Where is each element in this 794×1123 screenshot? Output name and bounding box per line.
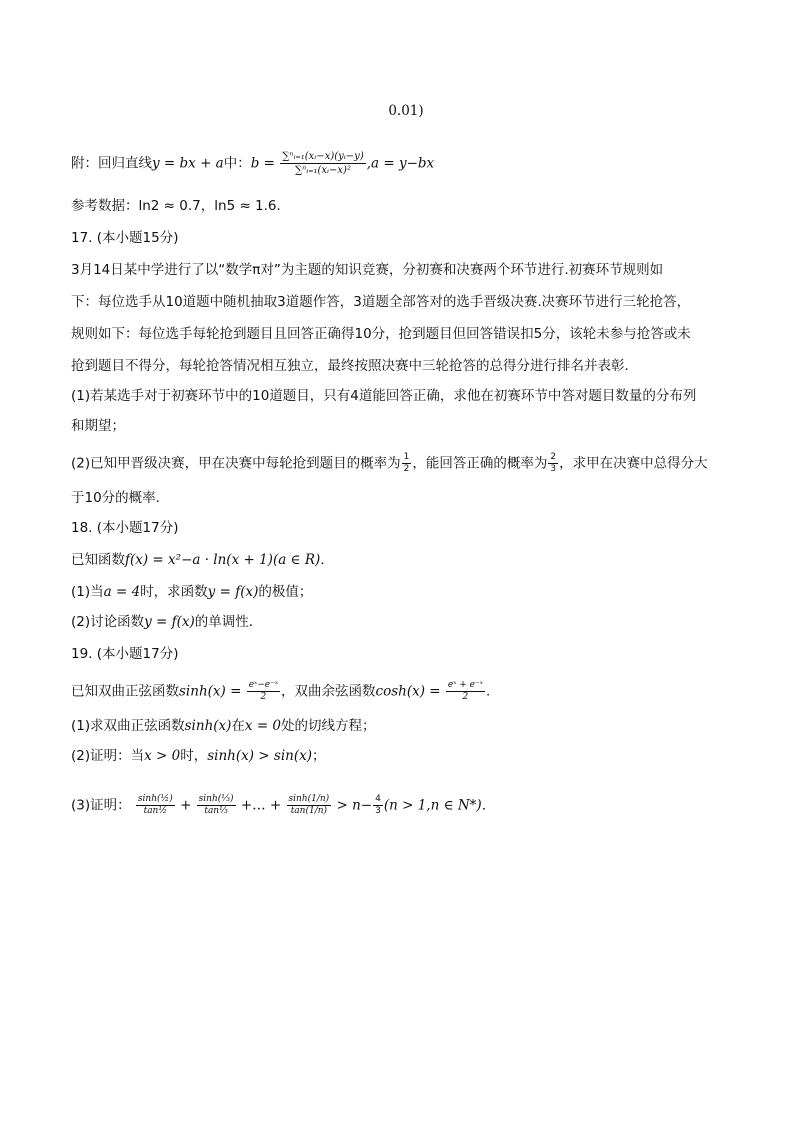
term-n-fraction: $\frac{\sinh(1/n)}{\tan(1/n)}$ (288, 794, 330, 816)
q17-text-line-2: 下：每位选手从10道题中随机抽取3道题作答，3道题全部答对的选手晋级决赛.决赛环节进行三轮抢答， (71, 294, 691, 310)
q19-heading: 19. (本小题17分) (71, 646, 179, 662)
regression-line-eq: y = bx + a (152, 155, 224, 172)
term-1-fraction: $\frac{\text{sinh(½)}}{\text{tan½}}$ (137, 794, 173, 816)
b-hat-label: b = (250, 155, 275, 172)
b-hat-denominator: ∑ⁿᵢ₌₁(xᵢ−x)² (295, 165, 351, 176)
q17-text-line-1: 3月14日某中学进行了以“数学π对”为主题的知识竞赛，分初赛和决赛两个环节进行.初赛环节规则如 (71, 262, 664, 278)
q17-part2-line-1: (2)已知甲晋级决赛，甲在决赛中每轮抢到题目的概率为 $\frac{1}{2}$ ，能回答正确的概率为 $\frac{2}{3}$ ，求甲在决赛中总得分大 (71, 452, 708, 474)
appendix-mid: 中： (223, 155, 251, 172)
appendix-label: 附：回归直线 (71, 155, 152, 172)
function-definition: f(x) = x²−a · ln(x + 1)(a ∈ R)． (125, 552, 334, 568)
b-hat-numerator: ∑ⁿᵢ₌₁(xᵢ−x)(yᵢ−y) (282, 151, 364, 162)
q19-part1: (1)求双曲正弦函数sinh(x)在x = 0处的切线方程； (71, 718, 376, 734)
q19-definitions: 已知双曲正弦函数sinh(x) = $\frac{\text{eˣ−e⁻ˣ}}{2}$ ，双曲余弦函数cosh(x) = $\frac{\text{eˣ + e⁻ˣ}}{2}$ . (71, 680, 491, 702)
a-hat-formula: ,a = y−bx (366, 155, 435, 172)
sinh-fraction: $\frac{\text{eˣ−e⁻ˣ}}{2}$ (248, 680, 279, 702)
previous-question-tail: 0.01) (388, 103, 424, 119)
b-hat-fraction (280, 150, 365, 177)
q17-part2-line-2: 于10分的概率． (71, 490, 170, 506)
q18-heading: 18. (本小题17分) (71, 520, 179, 536)
q18-part2: (2)讨论函数y = f(x)的单调性． (71, 614, 263, 630)
regression-formula (71, 150, 434, 177)
q17-heading: 17. (本小题15分) (71, 230, 179, 246)
q19-part3: (3)证明： $\frac{\text{sinh(½)}}{\text{tan½}}$ + $\frac{\text{sinh(⅓)}}{\text{tan⅓}}$ +… + $\frac{\sinh(1/n)}{\tan(1/n)}$ > n− $\frac{4}{3}$ (n > 1,n ∈ N*)． (71, 794, 496, 816)
fraction-two-thirds: $\frac{2}{3}$ (550, 452, 557, 474)
q18-function: 已知函数f(x) = x²−a · ln(x + 1)(a ∈ R)． (71, 552, 334, 568)
reference-data: 参考数据：ln2 ≈ 0.7，ln5 ≈ 1.6． (71, 198, 291, 214)
fraction-one-half: $\frac{1}{2}$ (403, 452, 410, 474)
q17-part1-line-2: 和期望； (71, 418, 125, 434)
cosh-fraction: $\frac{\text{eˣ + e⁻ˣ}}{2}$ (447, 680, 483, 702)
term-2-fraction: $\frac{\text{sinh(⅓)}}{\text{tan⅓}}$ (198, 794, 234, 816)
q19-part2: (2)证明：当x > 0时，sinh(x) > sin(x)； (71, 748, 326, 764)
q17-text-line-4: 抢到题目不得分，每轮抢答情况相互独立，最终按照决赛中三轮抢答的总得分进行排名并表彰． (71, 358, 638, 374)
q17-part1-line-1: (1)若某选手对于初赛环节中的10道题目，只有4道能回答正确，求他在初赛环节中答对题目数量的分布列 (71, 388, 697, 404)
q18-part1: (1)当a = 4时，求函数y = f(x)的极值； (71, 584, 313, 600)
fraction-four-thirds: $\frac{4}{3}$ (375, 794, 381, 816)
q17-text-line-3: 规则如下：每位选手每轮抢到题目且回答正确得10分，抢到题目但回答错误扣5分，该轮未参与抢答或未 (71, 326, 691, 342)
